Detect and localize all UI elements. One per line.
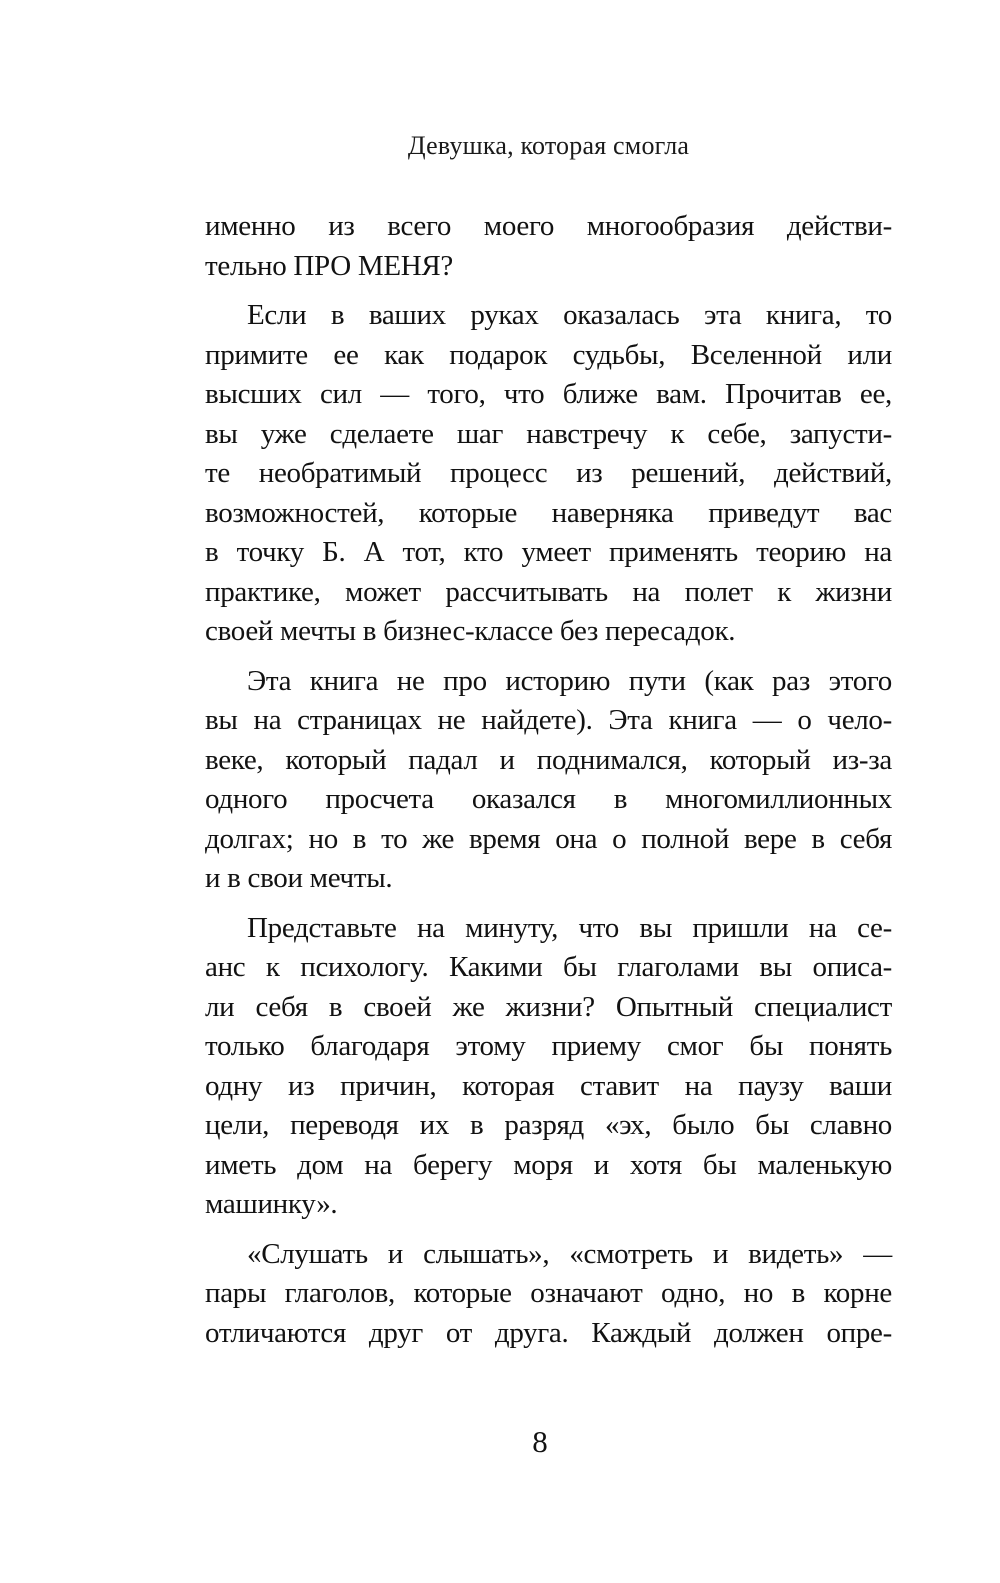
paragraph xyxy=(205,207,892,286)
text-line: веке, который падал и поднимался, который из-за xyxy=(205,743,892,776)
page-number: 8 xyxy=(532,1424,548,1459)
text-line: одну из причин, которая ставит на паузу ваши xyxy=(205,1069,892,1102)
text-line: высших сил — того, что ближе вам. Прочитав ее, xyxy=(205,378,892,410)
body-text xyxy=(205,207,892,1353)
text-line: вы уже сделаете шаг навстречу к себе, запусти- xyxy=(205,417,892,450)
text-line: Представьте на минуту, что вы пришли на се- xyxy=(247,911,892,944)
paragraph xyxy=(205,1235,892,1354)
text-line: своей мечты в бизнес-классе без пересадок. xyxy=(205,615,736,647)
text-line: возможностей, которые наверняка приведут вас xyxy=(205,496,892,529)
text-line: иметь дом на берегу моря и хотя бы маленькую xyxy=(205,1148,892,1181)
paragraph xyxy=(205,909,892,1225)
text-line: Если в ваших руках оказалась эта книга, то xyxy=(247,299,892,331)
text-line: вы на страницах не найдете). Эта книга — о чело- xyxy=(205,704,892,736)
paragraph xyxy=(205,296,892,652)
text-line: те необратимый процесс из решений, действий, xyxy=(205,457,892,489)
text-line: машинку». xyxy=(205,1188,338,1220)
running-head: Девушка, которая смогла xyxy=(407,131,690,160)
text-line: в точку Б. А тот, кто умеет применять теорию на xyxy=(205,536,892,568)
text-line: долгах; но в то же время она о полной вере в себя xyxy=(205,822,892,855)
paragraph xyxy=(205,662,892,899)
text-line: тельно ПРО МЕНЯ? xyxy=(205,249,453,282)
text-line: только благодаря этому приему смог бы понять xyxy=(205,1030,892,1062)
text-line: цели, переводя их в разряд «эх, было бы славно xyxy=(205,1109,892,1141)
text-line: «Слушать и слышать», «смотреть и видеть» — xyxy=(247,1237,892,1270)
text-line: Эта книга не про историю пути (как раз этого xyxy=(247,664,892,697)
text-line: практике, может рассчитывать на полет к жизни xyxy=(205,575,892,608)
text-line: анс к психологу. Какими бы глаголами вы описа- xyxy=(205,951,892,983)
text-line: ли себя в своей же жизни? Опытный специалист xyxy=(205,990,892,1023)
text-line: и в свои мечты. xyxy=(205,862,393,894)
text-line: отличаются друг от друга. Каждый должен опре- xyxy=(205,1316,892,1349)
text-line: пары глаголов, которые означают одно, но в корне xyxy=(205,1277,892,1309)
text-line: именно из всего моего многообразия действи- xyxy=(205,210,892,242)
text-line: одного просчета оказался в многомиллионных xyxy=(205,783,892,815)
text-line: примите ее как подарок судьбы, Вселенной или xyxy=(205,338,892,371)
